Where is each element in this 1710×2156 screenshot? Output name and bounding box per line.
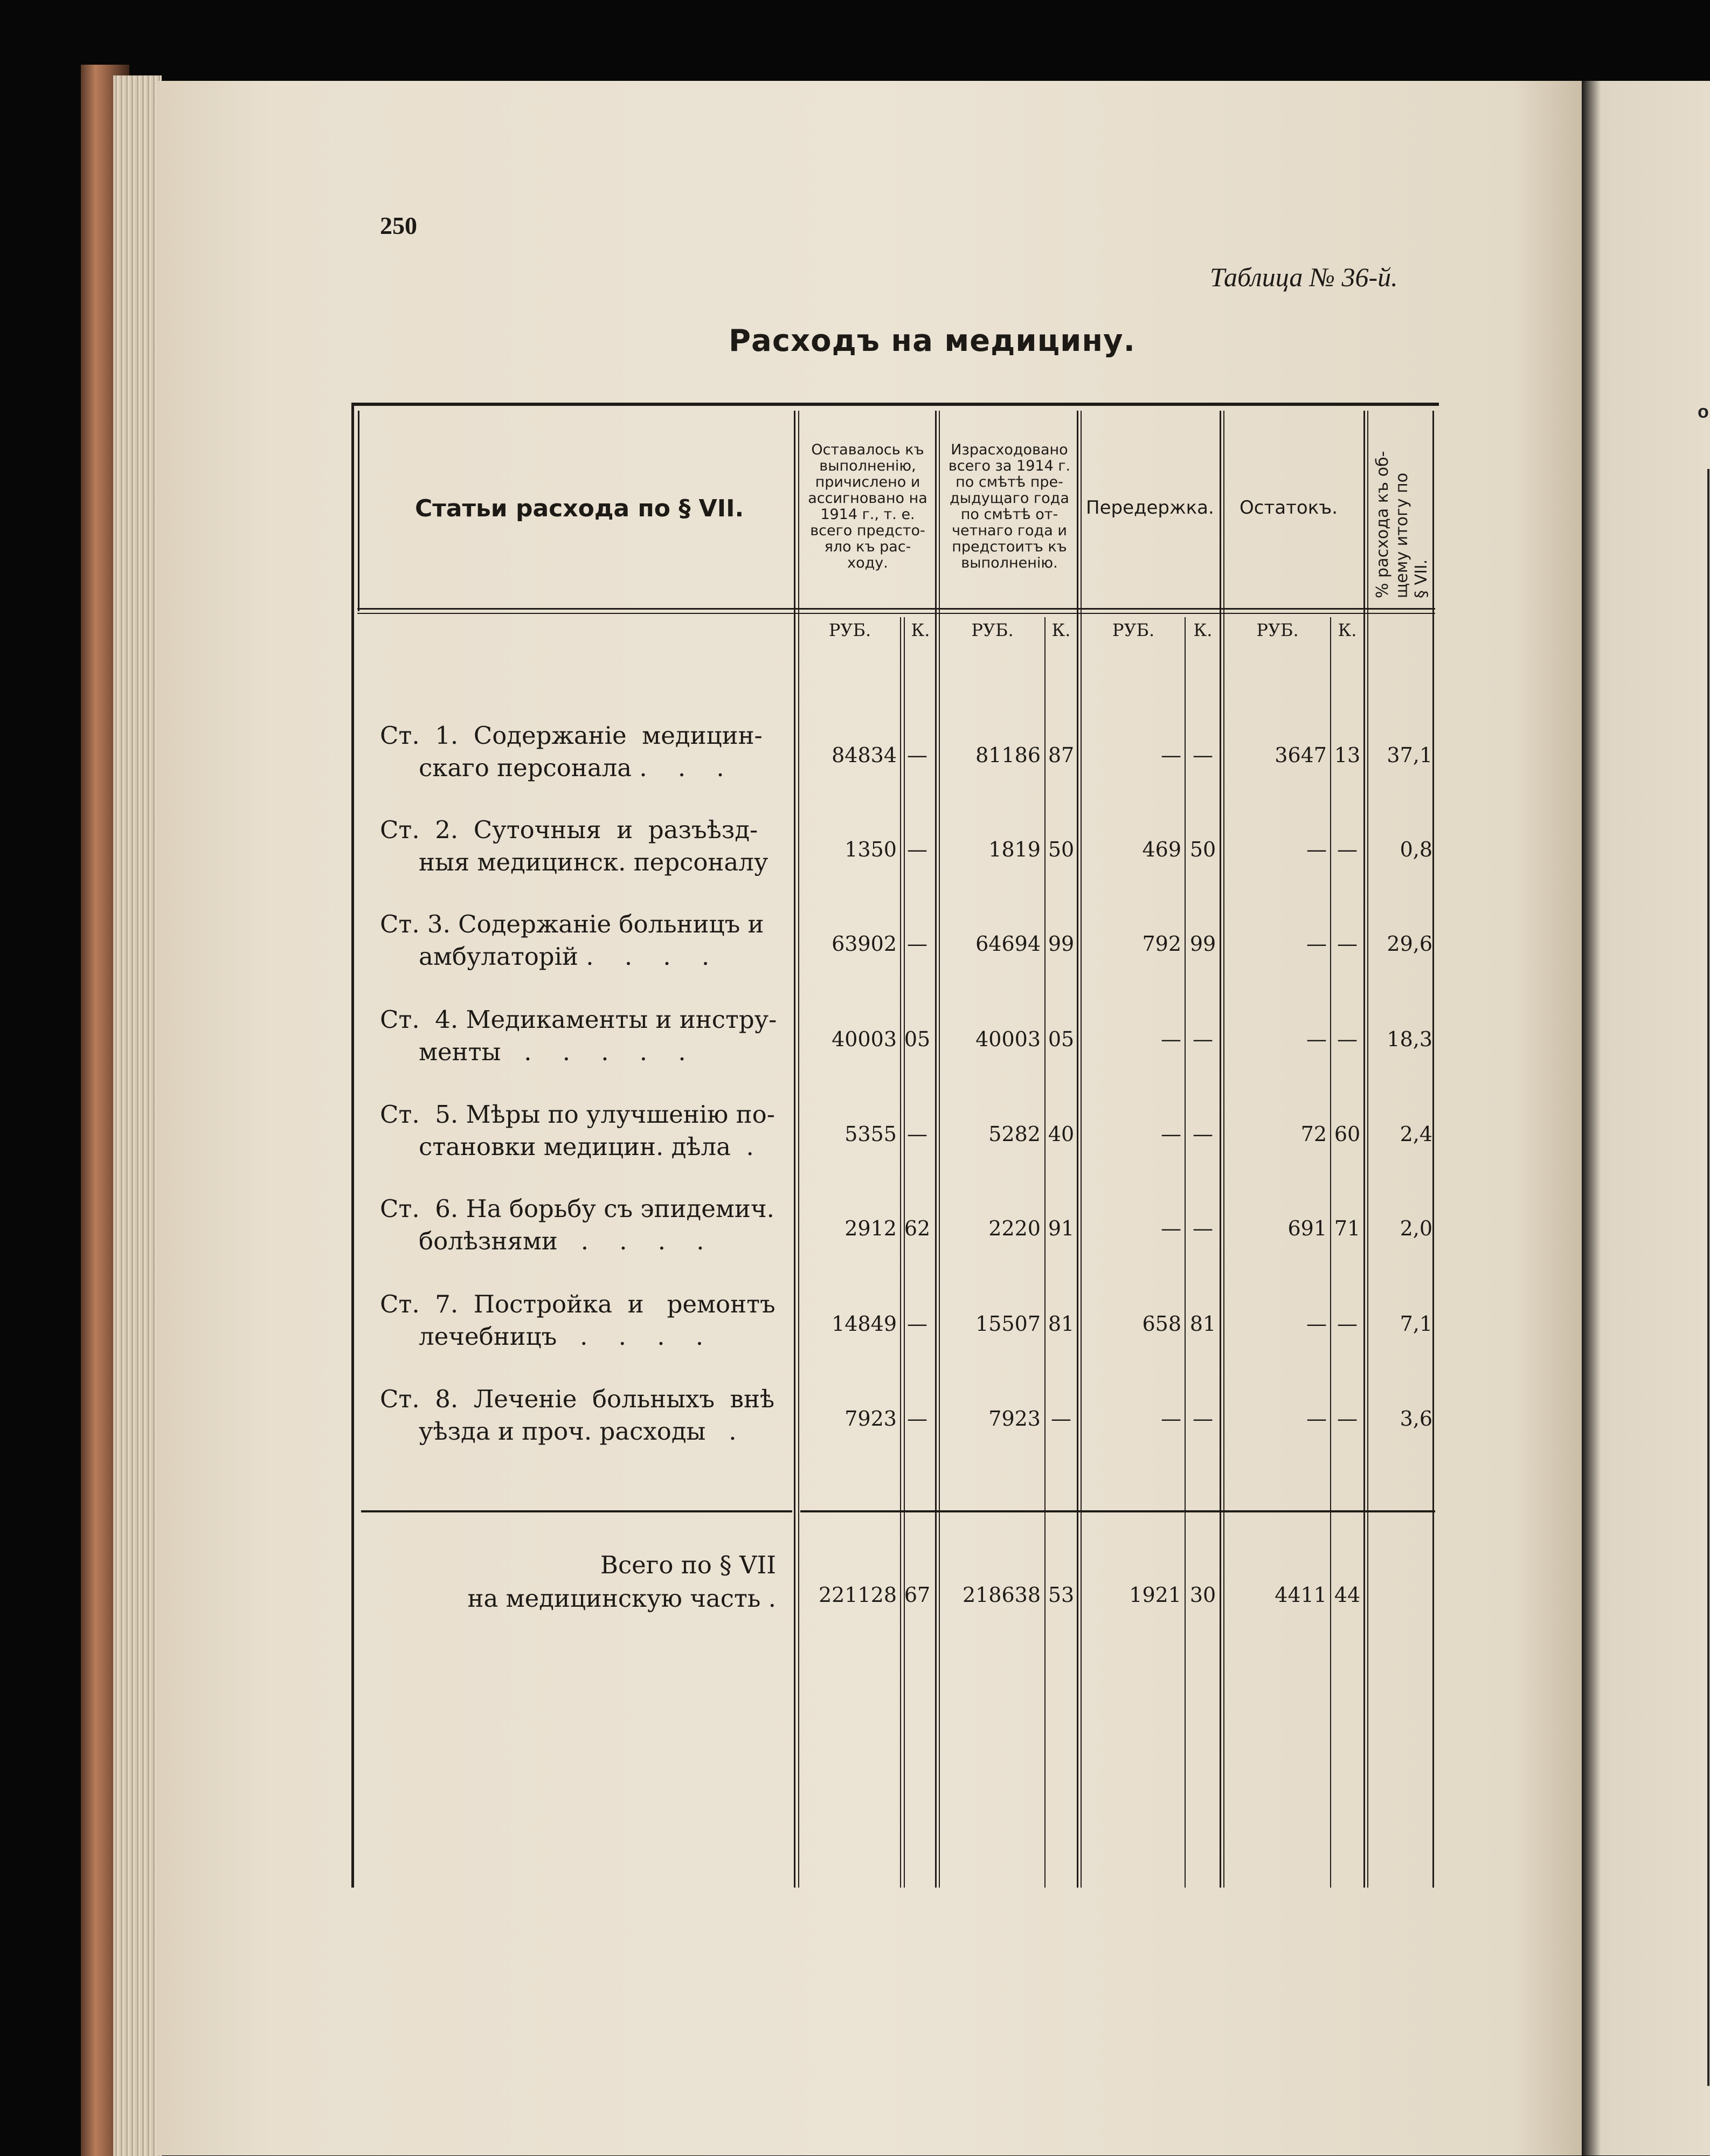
cell-remaining-rub: 2912 bbox=[844, 1217, 897, 1240]
row-label bbox=[380, 720, 763, 784]
cell-percent: 7,1 bbox=[1400, 1312, 1432, 1336]
cell-balance-rub: 3647 bbox=[1275, 743, 1327, 767]
row-label-line1: Ст. 8. Леченіе больныхъ внѣ bbox=[380, 1385, 775, 1413]
row-label-line2: менты . . . . . bbox=[419, 1038, 686, 1066]
header-percent: % расхода къ об- щему итогу по § VII. bbox=[1373, 451, 1431, 598]
row-label-line2: лечебницъ . . . . bbox=[419, 1322, 704, 1351]
cell-remaining-kop: — bbox=[907, 1407, 927, 1431]
cell-spent-kop: 05 bbox=[1048, 1027, 1075, 1051]
cell-balance-rub: — bbox=[1306, 1312, 1327, 1336]
cell-remaining-kop: — bbox=[907, 1122, 927, 1146]
cell-spent-rub: 64694 bbox=[975, 932, 1041, 956]
cell-overspend-rub: 658 bbox=[1142, 1312, 1181, 1336]
row-label-line1: Ст. 7. Постройка и ремонтъ bbox=[380, 1290, 776, 1318]
cell-overspend-rub: — bbox=[1161, 1027, 1181, 1051]
cell-balance-rub: 72 bbox=[1300, 1122, 1327, 1146]
page bbox=[156, 81, 1584, 2155]
cell-percent: 18,3 bbox=[1387, 1027, 1432, 1051]
total-overspend-rub: 1921 bbox=[1129, 1583, 1181, 1607]
cell-overspend-kop: 81 bbox=[1189, 1312, 1216, 1336]
total-remaining-kop: 67 bbox=[904, 1583, 931, 1607]
cell-balance-kop: — bbox=[1337, 932, 1358, 956]
page-edges bbox=[113, 75, 162, 2156]
cell-balance-kop: — bbox=[1337, 1407, 1358, 1431]
cell-balance-rub: — bbox=[1306, 932, 1327, 956]
cell-spent-kop: 91 bbox=[1048, 1217, 1075, 1240]
cell-overspend-kop: — bbox=[1193, 1027, 1213, 1051]
header-overspend: Передержка. bbox=[1086, 497, 1214, 519]
cell-percent: 29,6 bbox=[1387, 932, 1432, 956]
cell-overspend-rub: — bbox=[1161, 743, 1181, 767]
row-label-line1: Ст. 3. Содержаніе больницъ и bbox=[380, 910, 764, 938]
header-article: Статьи расхода по § VII. bbox=[415, 495, 744, 522]
unit-rub: РУБ. bbox=[971, 620, 1014, 640]
total-spent-kop: 53 bbox=[1048, 1583, 1075, 1607]
cell-overspend-rub: — bbox=[1161, 1407, 1181, 1431]
cell-percent: 2,4 bbox=[1400, 1122, 1432, 1146]
cell-remaining-kop: — bbox=[907, 743, 927, 767]
unit-kop: К. bbox=[1051, 620, 1071, 640]
row-label-line2: амбулаторій . . . . bbox=[419, 942, 710, 971]
row-label-line1: Ст. 1. Содержаніе медицин- bbox=[380, 721, 763, 750]
row-label bbox=[380, 814, 768, 879]
cell-overspend-kop: 99 bbox=[1189, 932, 1216, 956]
unit-kop: К. bbox=[1193, 620, 1213, 640]
cell-remaining-kop: 62 bbox=[904, 1217, 931, 1240]
cell-spent-rub: 81186 bbox=[975, 743, 1041, 767]
row-label-line1: Ст. 4. Медикаменты и инстру- bbox=[380, 1005, 777, 1034]
cell-spent-kop: 99 bbox=[1048, 932, 1075, 956]
cell-spent-kop: 87 bbox=[1048, 743, 1075, 767]
cell-spent-rub: 2220 bbox=[988, 1217, 1041, 1240]
row-label bbox=[380, 1383, 774, 1448]
total-spent-rub: 218638 bbox=[962, 1583, 1041, 1607]
unit-kop: К. bbox=[1338, 620, 1357, 640]
total-remaining-rub: 221128 bbox=[818, 1583, 897, 1607]
cell-balance-rub: 691 bbox=[1287, 1217, 1327, 1240]
cell-overspend-kop: — bbox=[1193, 1407, 1213, 1431]
next-page bbox=[1582, 81, 1710, 2155]
cell-spent-kop: 81 bbox=[1048, 1312, 1075, 1336]
unit-kop: К. bbox=[911, 620, 930, 640]
cell-remaining-kop: — bbox=[907, 838, 927, 861]
unit-rub: РУБ. bbox=[1112, 620, 1155, 640]
cell-balance-kop: — bbox=[1337, 1027, 1358, 1051]
page-title: Расходъ на медицину. bbox=[729, 323, 1136, 358]
cell-remaining-rub: 5355 bbox=[844, 1122, 897, 1146]
cell-overspend-kop: — bbox=[1193, 743, 1213, 767]
cell-overspend-kop: — bbox=[1193, 1122, 1213, 1146]
total-balance-kop: 44 bbox=[1334, 1583, 1361, 1607]
cell-remaining-kop: — bbox=[907, 1312, 927, 1336]
cell-spent-kop: — bbox=[1051, 1407, 1071, 1431]
row-label-line2: уѣзда и проч. расходы . bbox=[419, 1417, 737, 1446]
unit-rub: РУБ. bbox=[1256, 620, 1299, 640]
row-label bbox=[380, 908, 764, 973]
cell-balance-kop: — bbox=[1337, 838, 1358, 861]
total-overspend-kop: 30 bbox=[1189, 1583, 1216, 1607]
cell-overspend-rub: — bbox=[1161, 1122, 1181, 1146]
cell-balance-kop: 60 bbox=[1334, 1122, 1361, 1146]
total-balance-rub: 4411 bbox=[1275, 1583, 1327, 1607]
cell-percent: 2,0 bbox=[1400, 1217, 1432, 1240]
cell-percent: 3,6 bbox=[1400, 1407, 1432, 1431]
cell-overspend-rub: 469 bbox=[1142, 838, 1181, 861]
cell-percent: 37,1 bbox=[1387, 743, 1432, 767]
cell-percent: 0,8 bbox=[1400, 838, 1432, 861]
total-label bbox=[377, 1549, 776, 1615]
cell-remaining-rub: 1350 bbox=[844, 838, 897, 861]
cell-overspend-kop: 50 bbox=[1189, 838, 1216, 861]
row-label-line2: скаго персонала . . . bbox=[419, 754, 724, 782]
row-label bbox=[380, 1004, 777, 1068]
cell-remaining-rub: 14849 bbox=[832, 1312, 897, 1336]
next-page-fragment: о bbox=[1698, 402, 1709, 422]
header-spent: Израсходовано всего за 1914 г. по смѣтѣ пре- дыдущаго года по смѣтѣ от- четнаго года и предстоитъ къ выполненію. bbox=[948, 441, 1071, 571]
row-label-line2: ныя медицинск. персоналу bbox=[419, 848, 769, 876]
next-page-rule bbox=[1707, 469, 1709, 2086]
total-label-line2: на медицинскую часть . bbox=[467, 1584, 776, 1613]
row-label-line1: Ст. 2. Суточныя и разъѣзд- bbox=[380, 816, 758, 844]
cell-balance-rub: — bbox=[1306, 838, 1327, 861]
row-label-line2: болѣзнями . . . . bbox=[419, 1227, 704, 1255]
cell-overspend-kop: — bbox=[1193, 1217, 1213, 1240]
cell-balance-rub: — bbox=[1306, 1027, 1327, 1051]
header-remaining: Оставалось къ выполненію, причислено и ассигновано на 1914 г., т. е. всего предсто- яло къ рас- ходу. bbox=[808, 441, 927, 571]
header-balance: Остатокъ. bbox=[1240, 497, 1338, 519]
cell-balance-kop: — bbox=[1337, 1312, 1358, 1336]
cell-spent-kop: 40 bbox=[1048, 1122, 1075, 1146]
table-number: Таблица № 36-й. bbox=[1210, 262, 1398, 292]
row-label bbox=[380, 1288, 776, 1353]
cell-overspend-rub: 792 bbox=[1142, 932, 1181, 956]
row-label bbox=[380, 1193, 774, 1257]
unit-rub: РУБ. bbox=[828, 620, 871, 640]
cell-remaining-rub: 7923 bbox=[844, 1407, 897, 1431]
cell-balance-kop: 13 bbox=[1334, 743, 1361, 767]
cell-spent-rub: 15507 bbox=[975, 1312, 1041, 1336]
row-label-line1: Ст. 5. Мѣры по улучшенію по- bbox=[380, 1100, 775, 1129]
cell-balance-rub: — bbox=[1306, 1407, 1327, 1431]
total-label-line1: Всего по § VII bbox=[600, 1551, 776, 1579]
cell-spent-rub: 7923 bbox=[988, 1407, 1041, 1431]
cell-remaining-rub: 63902 bbox=[832, 932, 897, 956]
page-number: 250 bbox=[380, 212, 417, 239]
cell-remaining-rub: 84834 bbox=[832, 743, 897, 767]
cell-spent-rub: 40003 bbox=[975, 1027, 1041, 1051]
cell-overspend-rub: — bbox=[1161, 1217, 1181, 1240]
cell-spent-rub: 5282 bbox=[988, 1122, 1041, 1146]
row-label-line1: Ст. 6. На борьбу съ эпидемич. bbox=[380, 1194, 774, 1223]
row-label-line2: становки медицин. дѣла . bbox=[419, 1132, 754, 1161]
cell-balance-kop: 71 bbox=[1334, 1217, 1361, 1240]
cell-remaining-rub: 40003 bbox=[832, 1027, 897, 1051]
cell-spent-kop: 50 bbox=[1048, 838, 1075, 861]
cell-remaining-kop: 05 bbox=[904, 1027, 931, 1051]
cell-spent-rub: 1819 bbox=[988, 838, 1041, 861]
cell-remaining-kop: — bbox=[907, 932, 927, 956]
row-label bbox=[380, 1098, 775, 1163]
